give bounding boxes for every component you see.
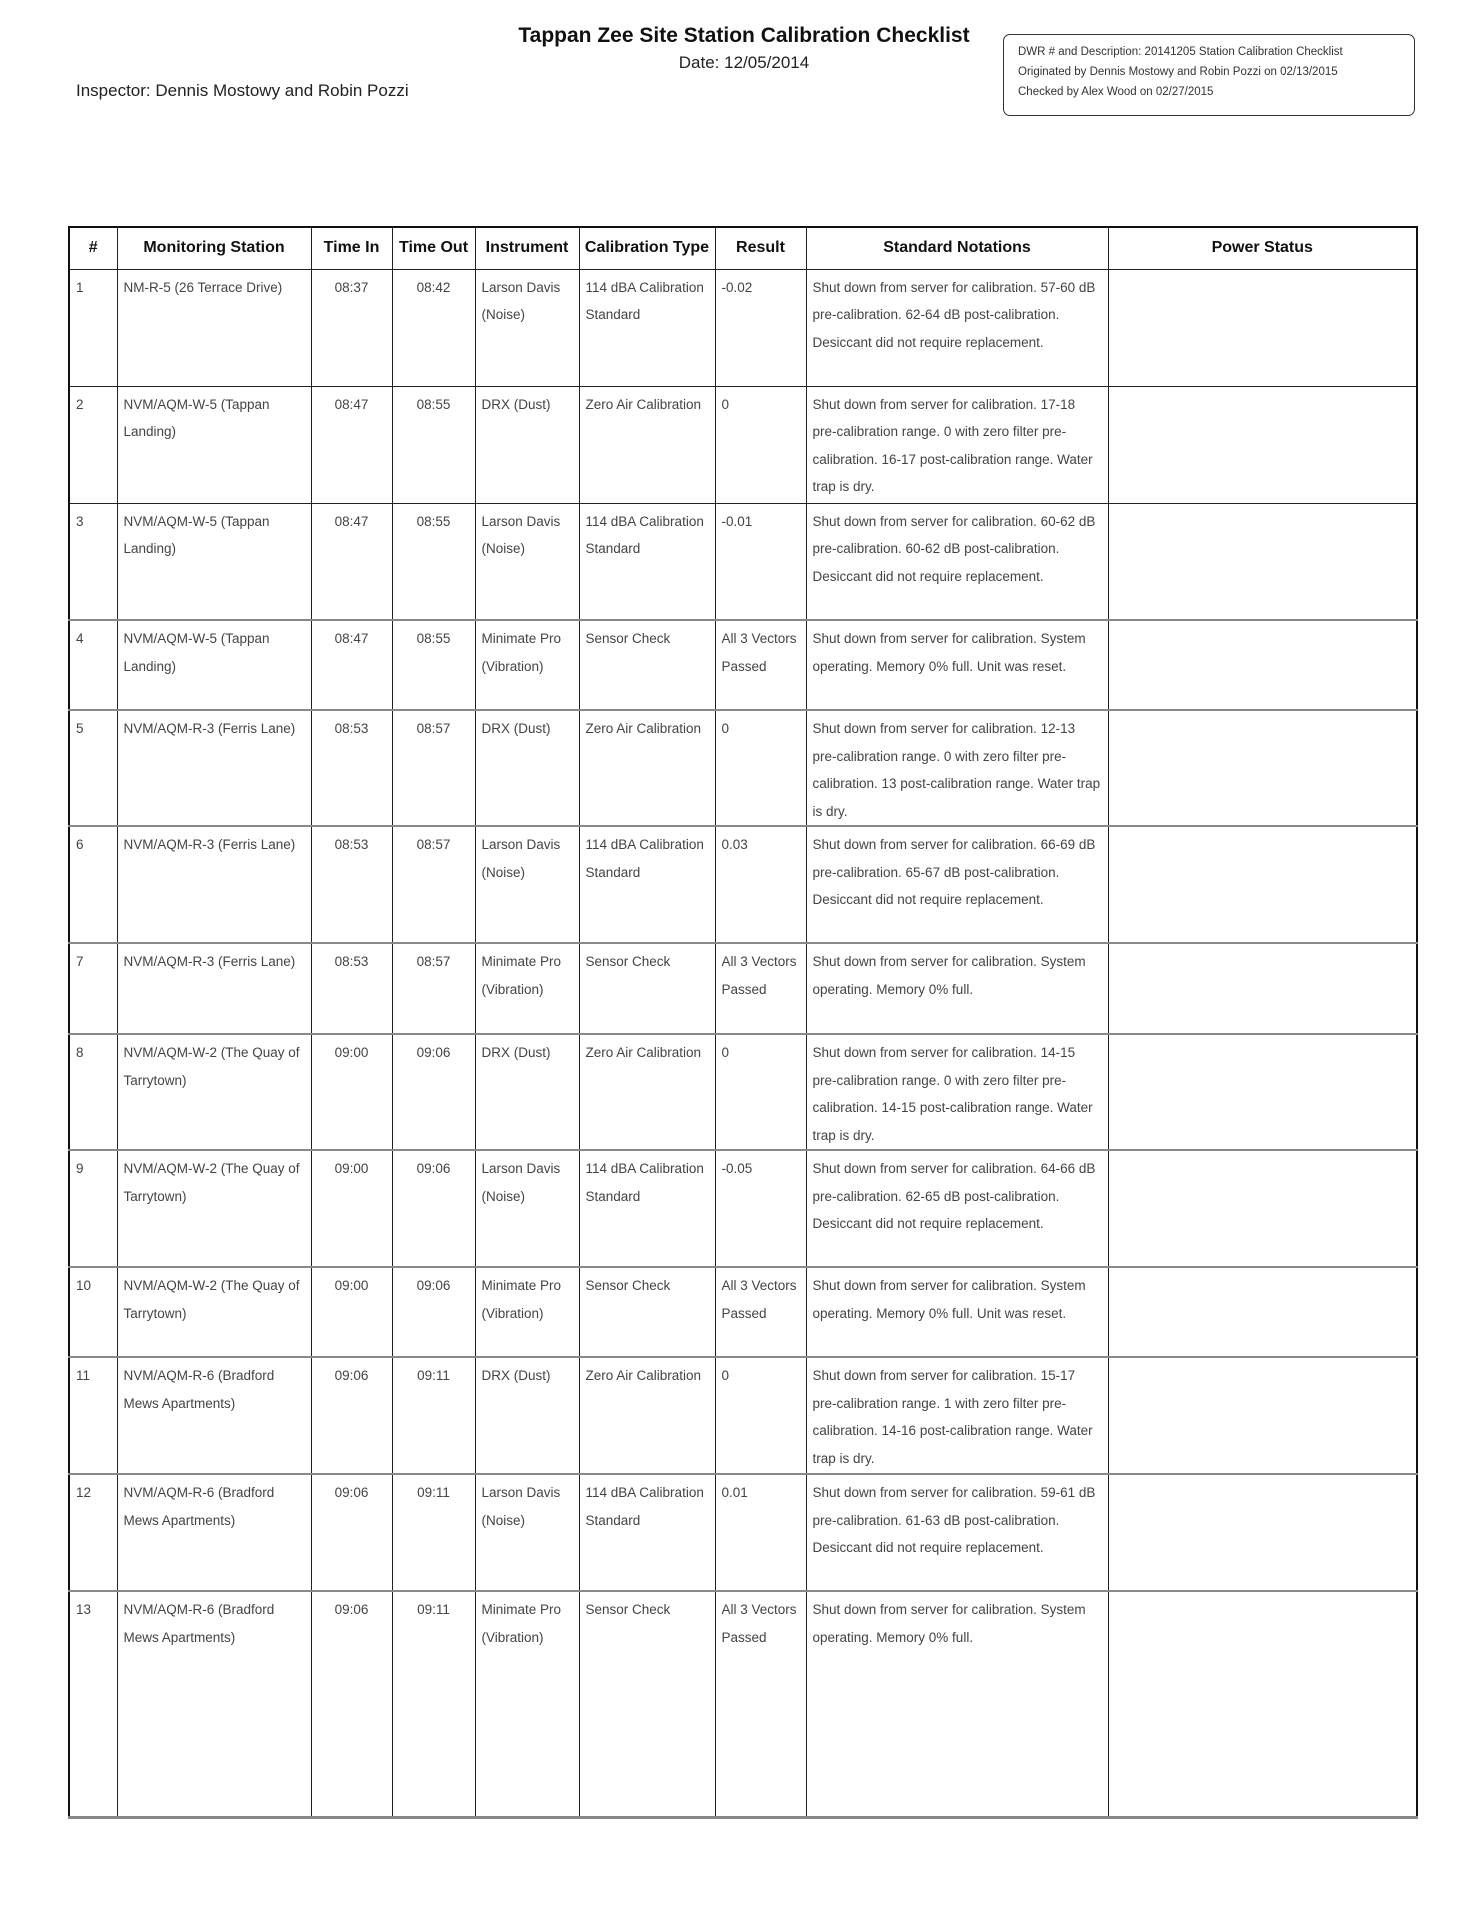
table-row [69,1267,1417,1357]
result-cell: 0 [715,1034,806,1150]
result-cell: -0.01 [715,503,806,620]
monitoring-station-cell: NVM/AQM-W-2 (The Quay of Tarrytown) [117,1267,311,1357]
table-row [69,503,1417,620]
instrument-cell: Minimate Pro (Vibration) [475,620,579,710]
time-in-cell: 09:06 [311,1591,392,1817]
calibration-type-cell: Zero Air Calibration [579,1034,715,1150]
col-header-time-out: Time Out [392,227,475,269]
instrument-cell: Larson Davis (Noise) [475,826,579,943]
time-out-cell: 09:06 [392,1150,475,1267]
calibration-table [68,226,1418,1819]
table-row [69,1357,1417,1474]
instrument-cell: DRX (Dust) [475,386,579,503]
result-cell: All 3 Vectors Passed [715,620,806,710]
document-date: Date: 12/05/2014 [678,53,810,72]
standard-notations-cell: Shut down from server for calibration. System operating. Memory 0% full. Unit was reset. [806,620,1108,710]
power-status-cell [1108,620,1417,710]
result-cell: 0 [715,710,806,826]
table-row [69,620,1417,710]
instrument-cell: Larson Davis (Noise) [475,1150,579,1267]
table-row [69,269,1417,386]
table-row [69,710,1417,826]
time-out-cell: 08:55 [392,503,475,620]
row-number-cell: 12 [69,1474,117,1591]
monitoring-station-cell: NVM/AQM-R-3 (Ferris Lane) [117,943,311,1034]
instrument-cell: Minimate Pro (Vibration) [475,1591,579,1817]
time-in-cell: 08:47 [311,620,392,710]
time-out-cell: 08:55 [392,386,475,503]
time-in-cell: 08:53 [311,710,392,826]
time-out-cell: 09:06 [392,1034,475,1150]
inspector-label: Inspector: Dennis Mostowy and Robin Pozzi [76,81,409,100]
col-header-time-in: Time In [311,227,392,269]
power-status-cell [1108,826,1417,943]
monitoring-station-cell: NVM/AQM-W-5 (Tappan Landing) [117,503,311,620]
standard-notations-cell: Shut down from server for calibration. System operating. Memory 0% full. [806,943,1108,1034]
standard-notations-cell: Shut down from server for calibration. System operating. Memory 0% full. [806,1591,1108,1817]
power-status-cell [1108,1474,1417,1591]
time-in-cell: 08:53 [311,826,392,943]
instrument-cell: Minimate Pro (Vibration) [475,943,579,1034]
time-out-cell: 09:11 [392,1474,475,1591]
power-status-cell [1108,386,1417,503]
monitoring-station-cell: NVM/AQM-W-5 (Tappan Landing) [117,620,311,710]
row-number-cell: 2 [69,386,117,503]
monitoring-station-cell: NVM/AQM-R-3 (Ferris Lane) [117,710,311,826]
time-in-cell: 09:00 [311,1034,392,1150]
instrument-cell: DRX (Dust) [475,1357,579,1474]
result-cell: All 3 Vectors Passed [715,1267,806,1357]
table-header-row [69,227,1417,269]
time-in-cell: 08:37 [311,269,392,386]
table-row [69,1150,1417,1267]
instrument-cell: Larson Davis (Noise) [475,503,579,620]
result-cell: 0.01 [715,1474,806,1591]
time-in-cell: 08:47 [311,386,392,503]
standard-notations-cell: Shut down from server for calibration. 12-13 pre-calibration range. 0 with zero filter pre-calibration. 13 post-calibration range. Water trap is dry. [806,710,1108,826]
time-out-cell: 09:11 [392,1357,475,1474]
time-in-cell: 08:47 [311,503,392,620]
col-header-monitoring-station: Monitoring Station [117,227,311,269]
row-number-cell: 11 [69,1357,117,1474]
monitoring-station-cell: NVM/AQM-R-6 (Bradford Mews Apartments) [117,1357,311,1474]
calibration-type-cell: Zero Air Calibration [579,710,715,826]
time-in-cell: 09:00 [311,1150,392,1267]
calibration-type-cell: 114 dBA Calibration Standard [579,503,715,620]
time-out-cell: 08:42 [392,269,475,386]
monitoring-station-cell: NM-R-5 (26 Terrace Drive) [117,269,311,386]
power-status-cell [1108,1150,1417,1267]
instrument-cell: Larson Davis (Noise) [475,269,579,386]
power-status-cell [1108,1357,1417,1474]
result-cell: -0.02 [715,269,806,386]
monitoring-station-cell: NVM/AQM-W-5 (Tappan Landing) [117,386,311,503]
row-number-cell: 7 [69,943,117,1034]
table-row [69,1034,1417,1150]
calibration-type-cell: 114 dBA Calibration Standard [579,826,715,943]
checked-by: Checked by Alex Wood on 02/27/2015 [1018,86,1214,98]
col-header-power-status: Power Status [1108,227,1417,269]
row-number-cell: 3 [69,503,117,620]
calibration-type-cell: Sensor Check [579,1267,715,1357]
row-number-cell: 10 [69,1267,117,1357]
table-row [69,943,1417,1034]
row-number-cell: 4 [69,620,117,710]
col-header-standard-notations: Standard Notations [806,227,1108,269]
power-status-cell [1108,1591,1417,1817]
instrument-cell: Minimate Pro (Vibration) [475,1267,579,1357]
monitoring-station-cell: NVM/AQM-R-3 (Ferris Lane) [117,826,311,943]
col-header-instrument: Instrument [475,227,579,269]
standard-notations-cell: Shut down from server for calibration. 64-66 dB pre-calibration. 62-65 dB post-calibration. Desiccant did not require replacement. [806,1150,1108,1267]
originated-by: Originated by Dennis Mostowy and Robin Pozzi on 02/13/2015 [1018,66,1338,78]
result-cell: All 3 Vectors Passed [715,1591,806,1817]
standard-notations-cell: Shut down from server for calibration. 17-18 pre-calibration range. 0 with zero filter pre-calibration. 16-17 post-calibration range. Water trap is dry. [806,386,1108,503]
monitoring-station-cell: NVM/AQM-R-6 (Bradford Mews Apartments) [117,1474,311,1591]
standard-notations-cell: Shut down from server for calibration. 15-17 pre-calibration range. 1 with zero filter pre-calibration. 14-16 post-calibration range. Water trap is dry. [806,1357,1108,1474]
row-number-cell: 6 [69,826,117,943]
time-in-cell: 09:00 [311,1267,392,1357]
dwr-description: DWR # and Description: 20141205 Station Calibration Checklist [1018,46,1343,58]
monitoring-station-cell: NVM/AQM-R-6 (Bradford Mews Apartments) [117,1591,311,1817]
calibration-type-cell: 114 dBA Calibration Standard [579,1150,715,1267]
standard-notations-cell: Shut down from server for calibration. 66-69 dB pre-calibration. 65-67 dB post-calibration. Desiccant did not require replacement. [806,826,1108,943]
dwr-info-box [1003,34,1415,116]
time-out-cell: 09:11 [392,1591,475,1817]
power-status-cell [1108,1267,1417,1357]
standard-notations-cell: Shut down from server for calibration. System operating. Memory 0% full. Unit was reset. [806,1267,1108,1357]
table-row [69,1474,1417,1591]
monitoring-station-cell: NVM/AQM-W-2 (The Quay of Tarrytown) [117,1150,311,1267]
time-in-cell: 09:06 [311,1474,392,1591]
standard-notations-cell: Shut down from server for calibration. 57-60 dB pre-calibration. 62-64 dB post-calibration. Desiccant did not require replacement. [806,269,1108,386]
row-number-cell: 9 [69,1150,117,1267]
standard-notations-cell: Shut down from server for calibration. 59-61 dB pre-calibration. 61-63 dB post-calibration. Desiccant did not require replacement. [806,1474,1108,1591]
result-cell: All 3 Vectors Passed [715,943,806,1034]
monitoring-station-cell: NVM/AQM-W-2 (The Quay of Tarrytown) [117,1034,311,1150]
calibration-type-cell: Sensor Check [579,1591,715,1817]
col-header-result: Result [715,227,806,269]
instrument-cell: DRX (Dust) [475,710,579,826]
row-number-cell: 8 [69,1034,117,1150]
calibration-type-cell: 114 dBA Calibration Standard [579,269,715,386]
power-status-cell [1108,1034,1417,1150]
row-number-cell: 1 [69,269,117,386]
table-row [69,826,1417,943]
row-number-cell: 13 [69,1591,117,1817]
calibration-type-cell: Sensor Check [579,620,715,710]
row-number-cell: 5 [69,710,117,826]
table-row [69,386,1417,503]
time-out-cell: 08:57 [392,710,475,826]
power-status-cell [1108,943,1417,1034]
time-out-cell: 09:06 [392,1267,475,1357]
table-row [69,1591,1417,1817]
result-cell: 0 [715,1357,806,1474]
power-status-cell [1108,269,1417,386]
calibration-type-cell: Zero Air Calibration [579,386,715,503]
time-out-cell: 08:55 [392,620,475,710]
document-title: Tappan Zee Site Station Calibration Checklist [518,24,970,47]
result-cell: -0.05 [715,1150,806,1267]
standard-notations-cell: Shut down from server for calibration. 14-15 pre-calibration range. 0 with zero filter pre-calibration. 14-15 post-calibration range. Water trap is dry. [806,1034,1108,1150]
calibration-type-cell: Sensor Check [579,943,715,1034]
time-in-cell: 08:53 [311,943,392,1034]
calibration-type-cell: 114 dBA Calibration Standard [579,1474,715,1591]
calibration-type-cell: Zero Air Calibration [579,1357,715,1474]
result-cell: 0 [715,386,806,503]
result-cell: 0.03 [715,826,806,943]
time-out-cell: 08:57 [392,826,475,943]
instrument-cell: DRX (Dust) [475,1034,579,1150]
power-status-cell [1108,503,1417,620]
instrument-cell: Larson Davis (Noise) [475,1474,579,1591]
time-out-cell: 08:57 [392,943,475,1034]
standard-notations-cell: Shut down from server for calibration. 60-62 dB pre-calibration. 60-62 dB post-calibration. Desiccant did not require replacement. [806,503,1108,620]
power-status-cell [1108,710,1417,826]
col-header-number: # [69,227,117,269]
time-in-cell: 09:06 [311,1357,392,1474]
col-header-calibration-type: Calibration Type [579,227,715,269]
